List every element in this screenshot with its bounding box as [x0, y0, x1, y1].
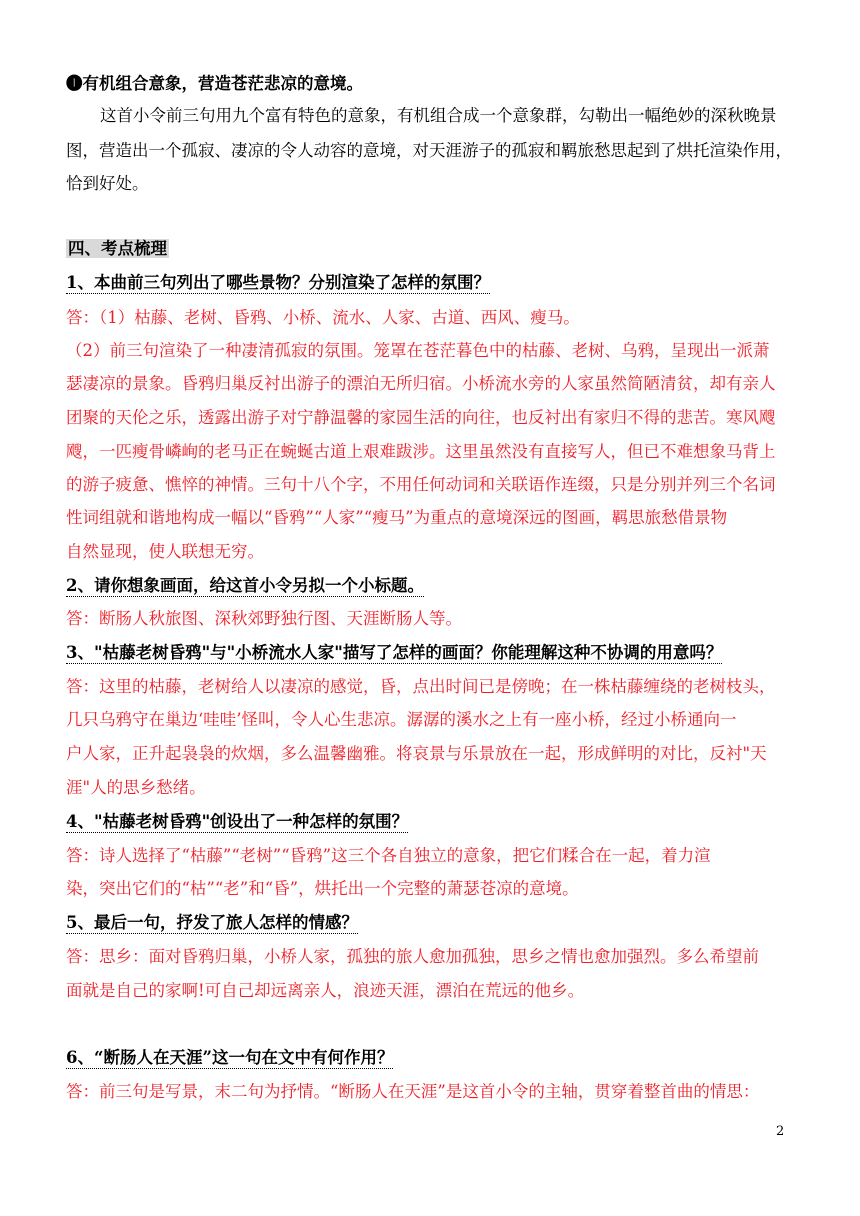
question-1: 1、本曲前三句列出了哪些景物？分别渲染了怎样的氛围？: [66, 273, 490, 292]
answer-line: 几只乌鸦守在巢边‘哇哇’怪叫，令人心生悲凉。潺潺的溪水之上有一座小桥，经过小桥通向一: [66, 710, 737, 729]
answer-line: 答：（1）枯藤、老树、昏鸦、小桥、流水、人家、古道、西风、瘦马。: [66, 308, 580, 327]
answer-line: 答：诗人选择了“枯藤”“老树”“昏鸦”这三个各自独立的意象，把它们糅合在一起，着力渲: [66, 846, 711, 865]
question-6: 6、“断肠人在天涯”这一句在文中有何作用？: [66, 1048, 394, 1067]
answer-line: 瑟凄凉的景象。昏鸦归巢反衬出游子的漂泊无所归宿。小桥流水旁的人家虽然简陋清贫，却有亲人: [66, 374, 776, 393]
question-2: 2、请你想象画面，给这首小令另拟一个小标题。: [66, 576, 424, 595]
answer-line: 染，突出它们的“枯”“老”和“昏”，烘托出一个完整的萧瑟苍凉的意境。: [66, 879, 579, 898]
question-5: 5、最后一句，抒发了旅人怎样的情感？: [66, 913, 358, 932]
answer-line: 面就是自己的家啊!可自己却远离亲人，浪迹天涯，漂泊在荒远的他乡。: [66, 981, 585, 1000]
answer-line: 飕，一匹瘦骨嶙峋的老马正在蜿蜒古道上艰难跋涉。这里虽然没有直接写人，但已不难想象马背上: [66, 442, 776, 461]
question-3: 3、"枯藤老树昏鸦"与"小桥流水人家"描写了怎样的画面？你能理解这种不协调的用意吗？: [66, 643, 723, 662]
paragraph-line: 这首小令前三句用九个富有特色的意象，有机组合成一个意象群，勾勒出一幅绝妙的深秋晚景: [100, 106, 777, 125]
answer-line: 的游子疲惫、憔悴的神情。三句十八个字，不用任何动词和关联语作连缀，只是分别并列三个名词: [66, 475, 776, 494]
answer-line: 自然显现，使人联想无穷。: [66, 542, 264, 561]
answer-line: 涯"人的思乡愁绪。: [66, 778, 206, 797]
section-heading: ❶有机组合意象，营造苍茫悲凉的意境。: [66, 74, 363, 93]
page-number: 2: [776, 1124, 785, 1139]
answer-line: 答：前三句是写景，末二句为抒情。“断肠人在天涯”是这首小令的主轴，贯穿着整首曲的情思：: [66, 1082, 760, 1101]
answer-line: 答：思乡：面对昏鸦归巢，小桥人家，孤独的旅人愈加孤独，思乡之情也愈加强烈。多么希望前: [66, 947, 759, 966]
answer-line: 团聚的天伦之乐，透露出游子对宁静温馨的家园生活的向往，也反衬出有家归不得的悲苦。寒风飕: [66, 408, 776, 427]
answer-line: 答：断肠人秋旅图、深秋郊野独行图、天涯断肠人等。: [66, 609, 462, 628]
section-title-container: [66, 238, 806, 260]
paragraph-line: 图，营造出一个孤寂、凄凉的令人动容的意境，对天涯游子的孤寂和羁旅愁思起到了烘托渲染作用，: [66, 141, 792, 160]
question-4: 4、"枯藤老树昏鸦"创设出了一种怎样的氛围？: [66, 812, 409, 831]
section-title: 四、考点梳理: [68, 239, 167, 258]
answer-line: 答：这里的枯藤，老树给人以凄凉的感觉，昏，点出时间已是傍晚；在一株枯藤缠绕的老树枝头，: [66, 677, 776, 696]
answer-line: 户人家，正升起袅袅的炊烟，多么温馨幽雅。将哀景与乐景放在一起，形成鲜明的对比，反衬"天: [66, 744, 767, 763]
answer-line: 性词组就和谐地构成一幅以“昏鸦”“人家”“瘦马”为重点的意境深远的图画，羁思旅愁借景物: [66, 508, 728, 527]
answer-line: （2）前三句渲染了一种凄清孤寂的氛围。笼罩在苍茫暮色中的枯藤、老树、乌鸦，呈现出一派萧: [66, 341, 770, 360]
paragraph-line: 恰到好处。: [66, 174, 149, 193]
